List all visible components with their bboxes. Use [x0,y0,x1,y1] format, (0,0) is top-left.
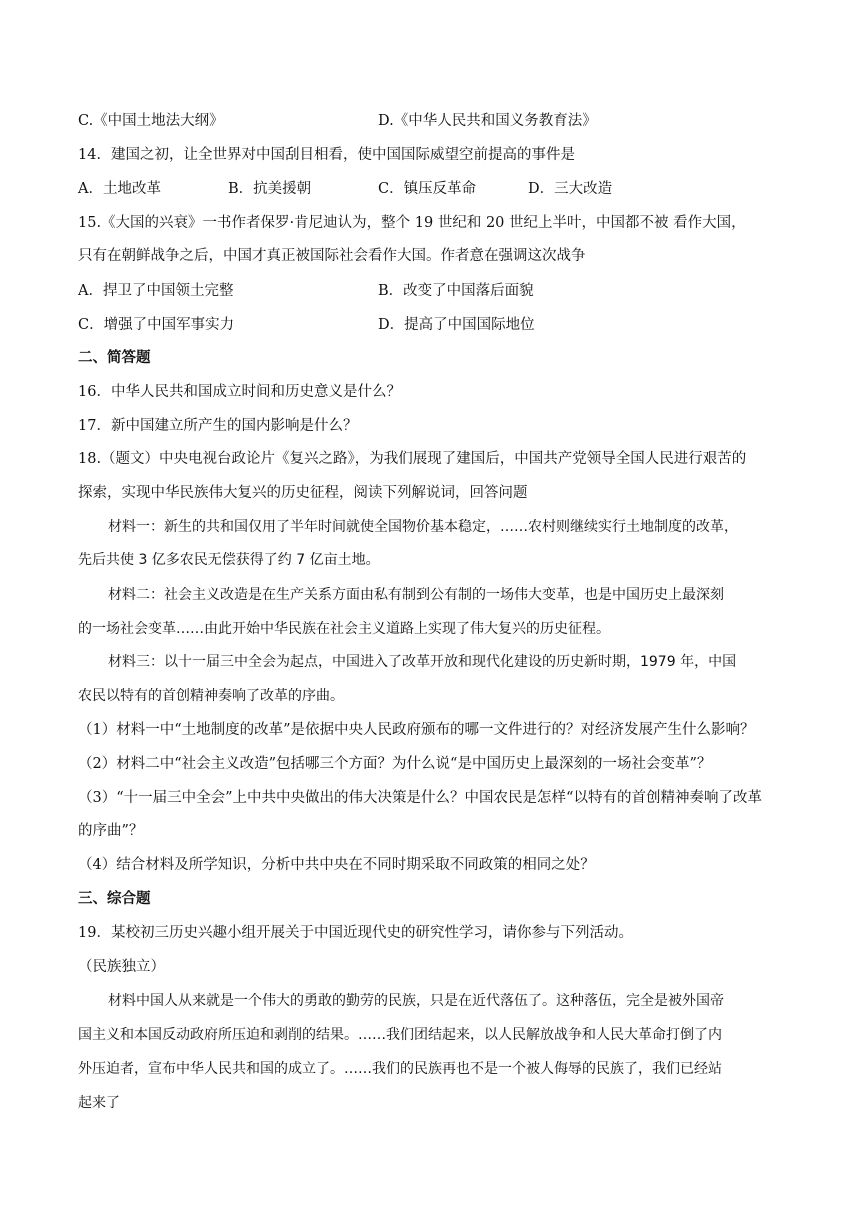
q14-option-b: B．抗美援朝 [228,181,312,197]
q15-stem-line2: 只有在朝鲜战争之后，中国才真正被国际社会看作大国。作者意在强调这次战争 [78,248,586,264]
q19-material-line3: 外压迫者，宣布中华人民共和国的成立了。……我们的民族再也不是一个被人侮辱的民族了，我们已经站 [78,1061,722,1077]
q15-option-c: C．增强了中国军事实力 [78,317,235,333]
q18-subquestion-3-line1: （3）“十一届三中全会”上中共中央做出的伟大决策是什么？中国农民是怎样“以特有的首创精神奏响了改革 [78,790,762,806]
q19-material-line1: 材料中国人从来就是一个伟大的勇敢的勤劳的民族，只是在近代落伍了。这种落伍，完全是被外国帝 [108,993,724,1009]
material2-line2: 的一场社会变革……由此开始中华民族在社会主义道路上实现了伟大复兴的历史征程。 [78,621,610,637]
q19-material-line4: 起来了 [78,1095,120,1111]
q19-material-line2: 国主义和本国反动政府所压迫和剥削的结果。……我们团结起来，以人民解放战争和人民大革命打倒了内 [78,1027,722,1043]
section3-heading: 三、综合题 [78,890,151,907]
q13-option-c: C.《中国土地法大纲》 [78,113,224,129]
material3-line1: 材料三：以十一届三中全会为起点，中国进入了改革开放和现代化建设的历史新时期，1979 年，中国 [108,654,737,670]
material1-line2: 先后共使 3 亿多农民无偿获得了约 7 亿亩土地。 [78,552,380,568]
material3-line2: 农民以特有的首创精神奏响了改革的序曲。 [78,688,344,704]
q14-option-c: C．镇压反革命 [378,181,477,197]
q16: 16．中华人民共和国成立时间和历史意义是什么？ [78,384,401,400]
q15-option-b: B．改变了中国落后面貌 [378,283,534,299]
section2-heading: 二、简答题 [78,349,151,366]
q14-option-a: A．土地改革 [78,181,161,197]
q18-line1: 18.（题文）中央电视台政论片《复兴之路》，为我们展现了建国后，中国共产党领导全国人民进行艰苦的 [78,451,747,467]
q14-stem: 14．建国之初，让全世界对中国刮目相看，使中国国际威望空前提高的事件是 [78,147,575,163]
q17: 17．新中国建立所产生的国内影响是什么？ [78,418,358,434]
q18-subquestion-1: （1）材料一中“土地制度的改革”是依据中央人民政府颁布的哪一文件进行的？对经济发展产生什么影响？ [78,722,755,738]
q18-subquestion-3-line2: 的序曲”？ [78,823,144,839]
q18-line2: 探索，实现中华民族伟大复兴的历史征程，阅读下列解说词，回答问题 [78,485,528,501]
q18-subquestion-2: （2）材料二中“社会主义改造”包括哪三个方面？为什么说“是中国历史上最深刻的一场社会变革”？ [78,756,712,772]
q15-option-a: A．捍卫了中国领土完整 [78,283,234,299]
q13-option-d: D.《中华人民共和国义务教育法》 [378,113,597,129]
q19-subsection-title: （民族独立） [78,959,165,975]
q18-subquestion-4: （4）结合材料及所学知识，分析中共中央在不同时期采取不同政策的相同之处？ [78,857,595,873]
q15-option-d: D．提高了中国国际地位 [378,317,535,333]
q14-option-d: D．三大改造 [528,181,613,197]
material2-line1: 材料二：社会主义改造是在生产关系方面由私有制到公有制的一场伟大变革，也是中国历史上最深刻 [108,587,724,603]
material1-line1: 材料一：新生的共和国仅用了半年时间就使全国物价基本稳定，……农村则继续实行土地制度的改革， [108,519,738,535]
q19: 19．某校初三历史兴趣小组开展关于中国近现代史的研究性学习，请你参与下列活动。 [78,925,633,941]
q15-stem-line1: 15.《大国的兴衰》一书作者保罗·肯尼迪认为，整个 19 世纪和 20 世纪上半叶，中国都不被 看作大国， [78,215,746,231]
